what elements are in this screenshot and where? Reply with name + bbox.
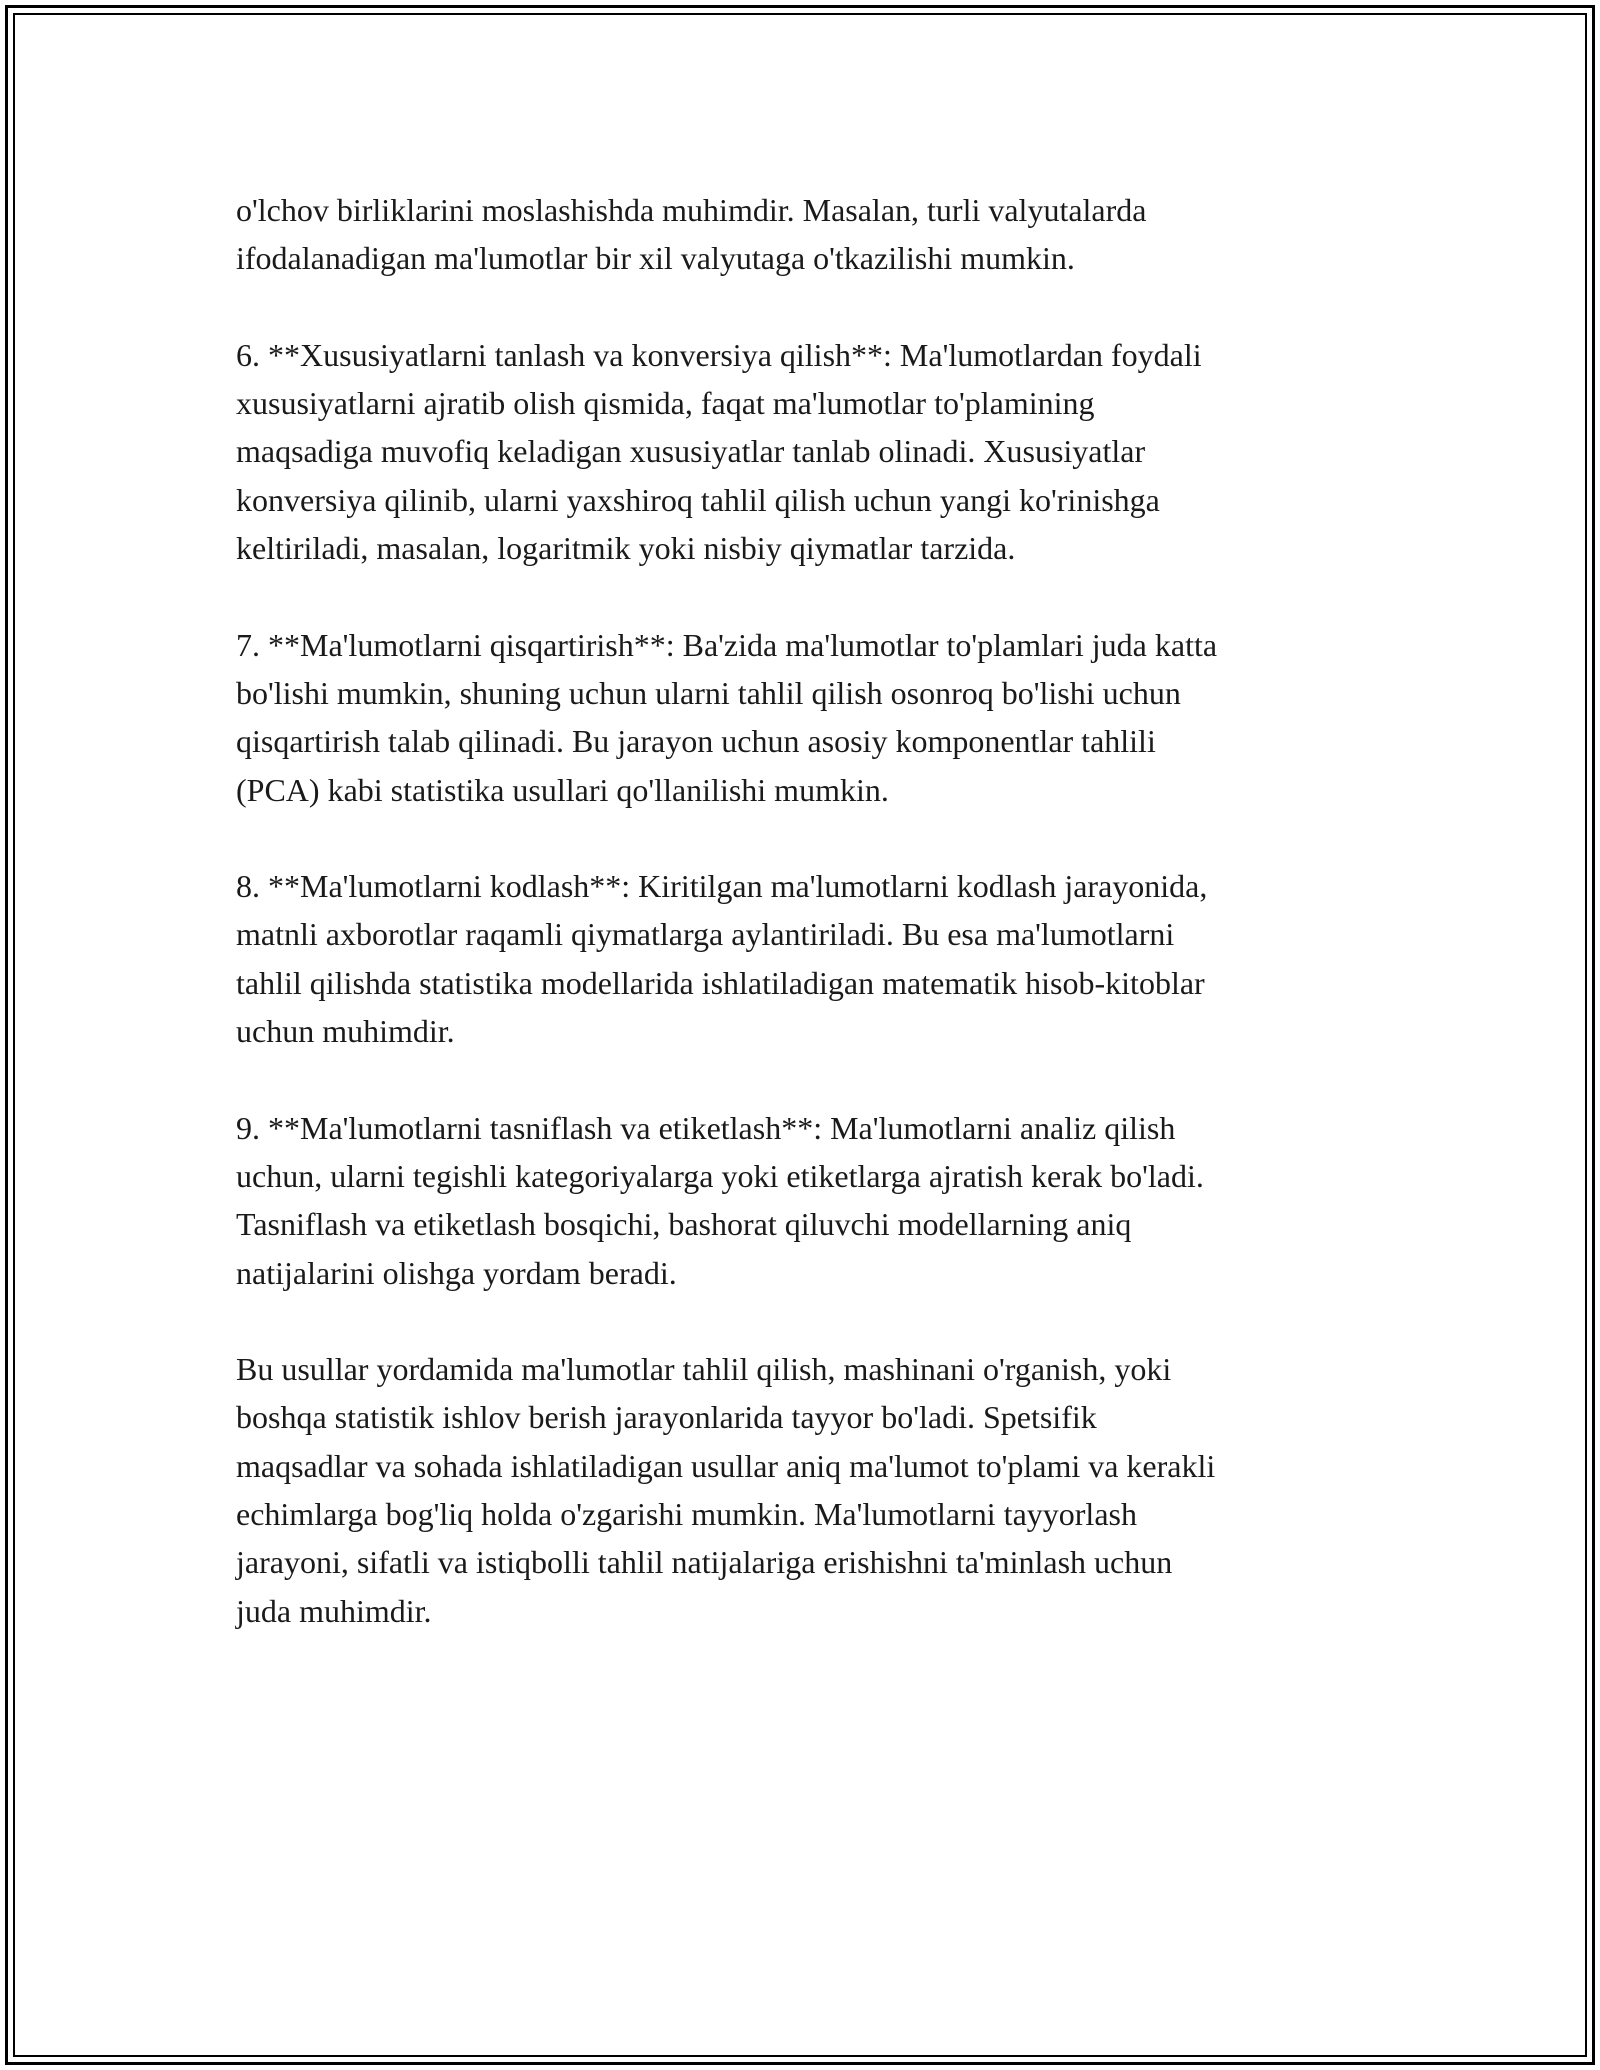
text-line: konversiya qilinib, ularni yaxshiroq tahlil qilish uchun yangi ko'rinishga: [236, 481, 1160, 518]
text-line: tahlil qilishda statistika modellarida ishlatiladigan matematik hisob-kitoblar: [236, 964, 1205, 1001]
text-line: echimlarga bog'liq holda o'zgarishi mumkin. Ma'lumotlarni tayyorlash: [236, 1496, 1137, 1533]
text-line: natijalarini olishga yordam beradi.: [236, 1254, 677, 1291]
text-line: Tasniflash va etiketlash bosqichi, bashorat qiluvchi modellarning aniq: [236, 1206, 1132, 1243]
text-line: 7. **Ma'lumotlarni qisqartirish**: Ba'zida ma'lumotlar to'plamlari juda katta: [236, 626, 1218, 663]
text-line: uchun muhimdir.: [236, 1013, 455, 1050]
text-line: matnli axborotlar raqamli qiymatlarga aylantiriladi. Bu esa ma'lumotlarni: [236, 916, 1175, 953]
text-line: qisqartirish talab qilinadi. Bu jarayon uchun asosiy komponentlar tahlili: [236, 723, 1156, 760]
text-line: xususiyatlarni ajratib olish qismida, faqat ma'lumotlar to'plamining: [236, 385, 1095, 422]
text-line: maqsadiga muvofiq keladigan xususiyatlar tanlab olinadi. Xususiyatlar: [236, 433, 1146, 470]
text-line: jarayoni, sifatli va istiqbolli tahlil natijalariga erishishni ta'minlash uchun: [236, 1544, 1173, 1581]
text-line: boshqa statistik ishlov berish jarayonlarida tayyor bo'ladi. Spetsifik: [236, 1399, 1097, 1436]
text-line: Bu usullar yordamida ma'lumotlar tahlil qilish, mashinani o'rganish, yoki: [236, 1351, 1172, 1388]
text-line: uchun, ularni tegishli kategoriyalarga yoki etiketlarga ajratish kerak bo'ladi.: [236, 1157, 1204, 1194]
paragraph-item-8: [236, 862, 1376, 1055]
text-line: o'lchov birliklarini moslashishda muhimdir. Masalan, turli valyutalarda: [236, 192, 1147, 228]
text-line: juda muhimdir.: [236, 1592, 432, 1629]
text-line: maqsadlar va sohada ishlatiladigan usullar aniq ma'lumot to'plami va kerakli: [236, 1447, 1216, 1484]
text-line: 9. **Ma'lumotlarni tasniflash va etiketlash**: Ma'lumotlarni analiz qilish: [236, 1109, 1176, 1146]
text-line: ifodalanadigan ma'lumotlar bir xil valyutaga o'tkazilishi mumkin.: [236, 240, 1075, 277]
paragraph-item-7: [236, 621, 1376, 814]
text-line: keltiriladi, masalan, logaritmik yoki nisbiy qiymatlar tarzida.: [236, 530, 1016, 567]
document-body: [236, 186, 1376, 1635]
text-line: 8. **Ma'lumotlarni kodlash**: Kiritilgan ma'lumotlarni kodlash jarayonida,: [236, 868, 1208, 905]
paragraph-continuation: [236, 186, 1376, 283]
text-line: 6. **Xususiyatlarni tanlash va konversiya qilish**: Ma'lumotlardan foydali: [236, 336, 1202, 373]
text-line: bo'lishi mumkin, shuning uchun ularni tahlil qilish osonroq bo'lishi uchun: [236, 674, 1181, 711]
paragraph-item-6: [236, 331, 1376, 572]
paragraph-item-9: [236, 1104, 1376, 1297]
text-line: (PCA) kabi statistika usullari qo'llanilishi mumkin.: [236, 771, 889, 808]
paragraph-conclusion: [236, 1345, 1376, 1635]
